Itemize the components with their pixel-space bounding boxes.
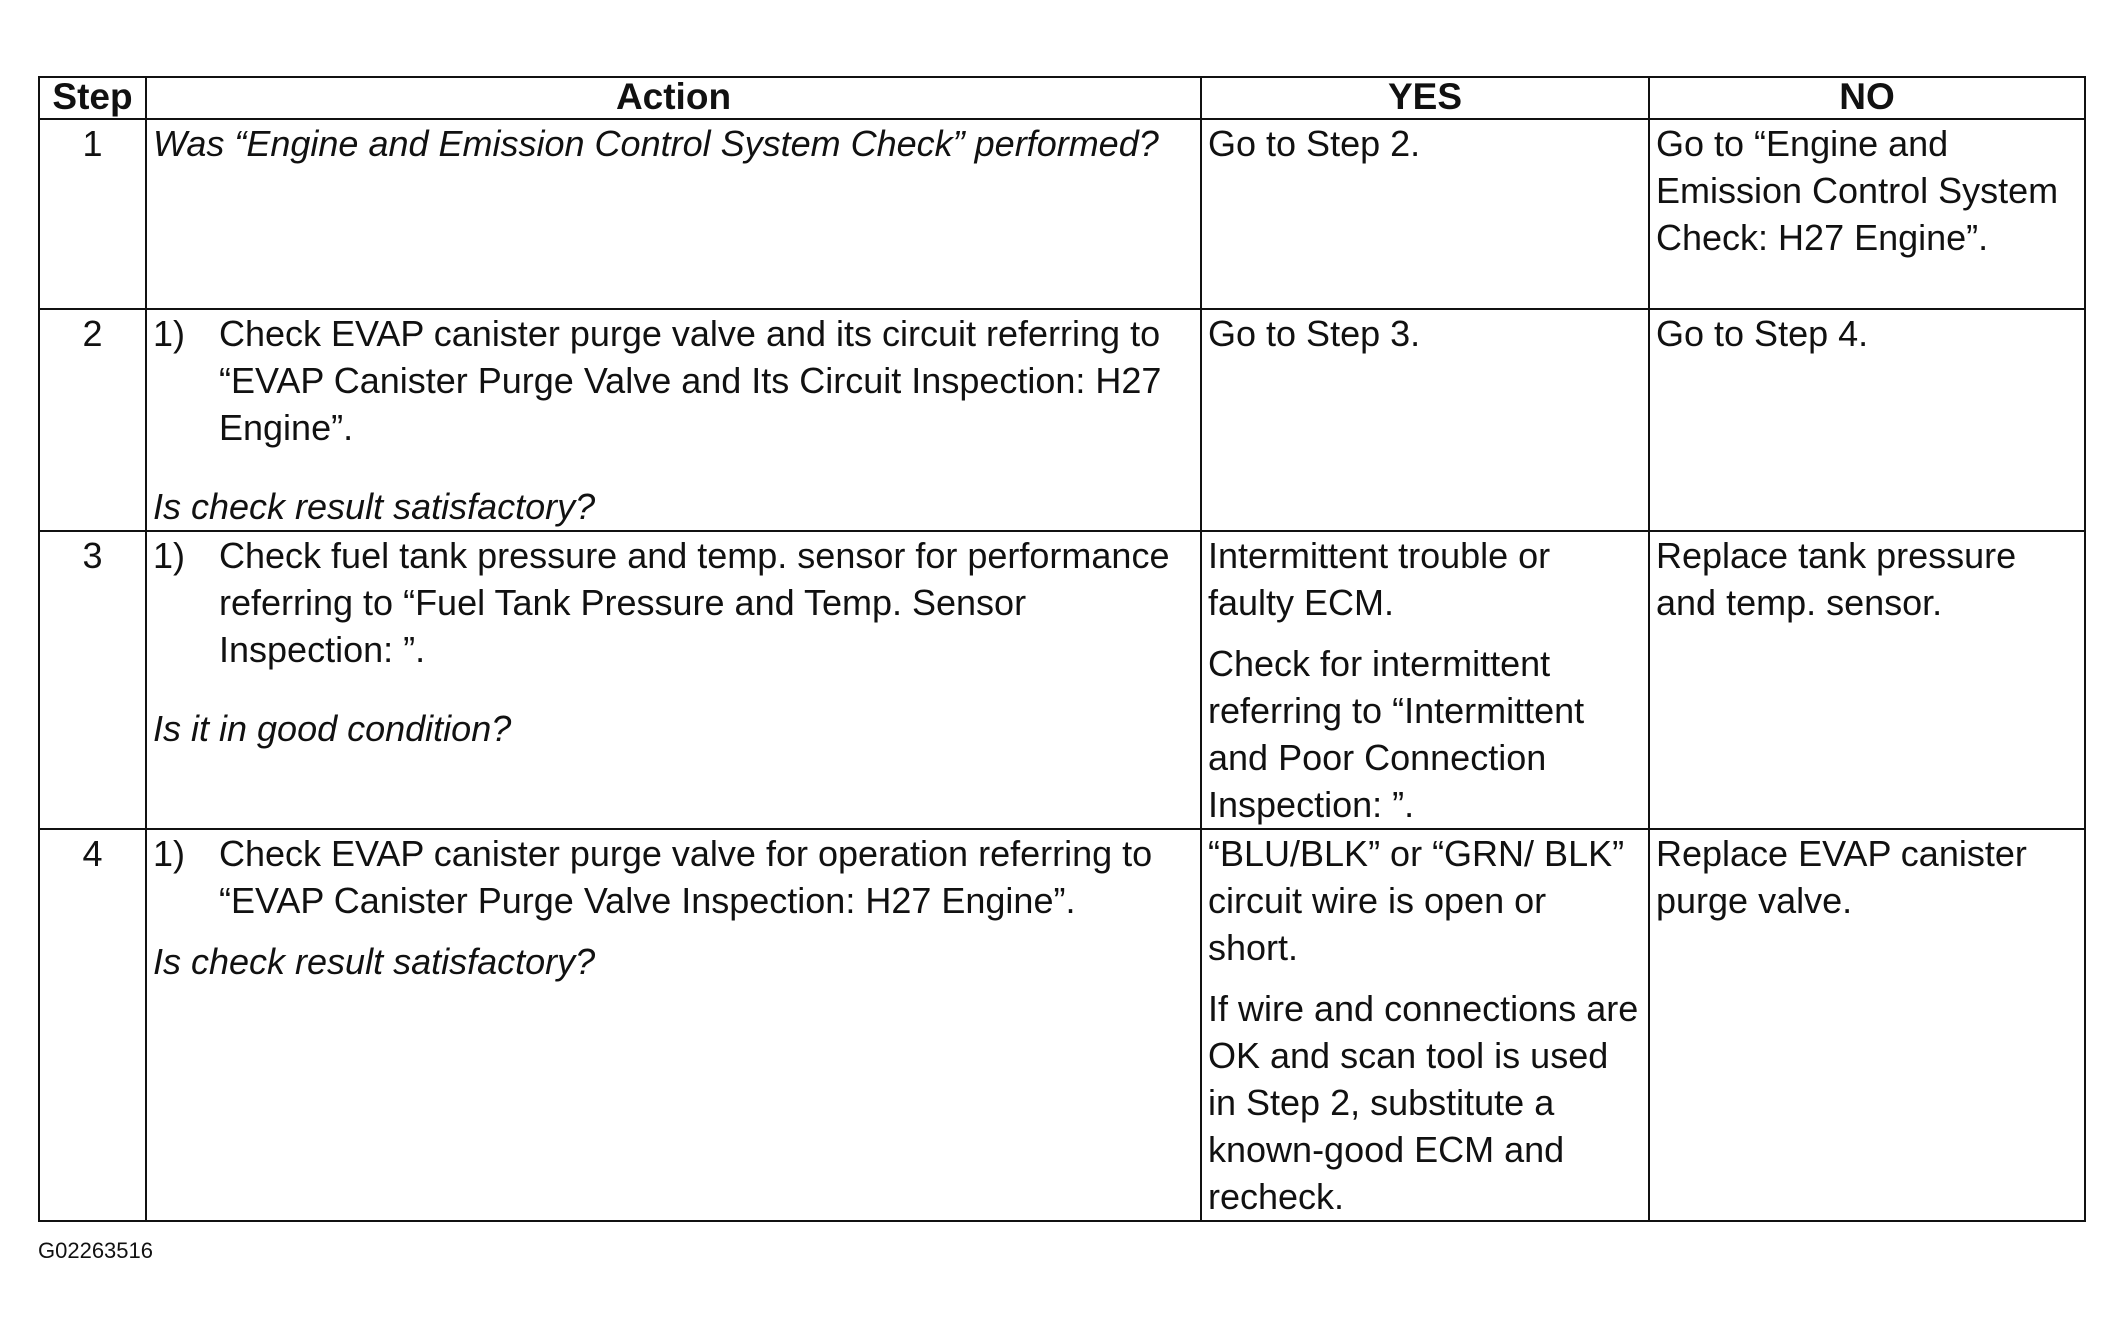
no-text: Replace tank pressure and temp. sensor. [1656,535,2017,623]
no-cell [1649,119,2085,309]
header-row [39,77,2085,119]
action-cell [146,531,1201,829]
diagnostic-table [38,76,2086,1222]
yes-text: Go to Step 2. [1208,123,1421,164]
action-item-number: 1) [153,313,186,354]
action-question: Was “Engine and Emission Control System Check” performed? [153,123,1159,164]
action-item-text: Check EVAP canister purge valve and its circuit referring to “EVAP Canister Purge Valve and Its Circuit Inspection: H27 Engine”. [219,313,1162,448]
no-cell [1649,309,2085,531]
header-action: Action [146,77,1201,119]
table-row [39,119,2085,309]
header-step: Step [39,77,146,119]
figure-code: G02263516 [38,1238,153,1263]
action-item-number: 1) [153,535,186,576]
yes-cell [1201,309,1649,531]
action-question: Is it in good condition? [153,708,512,749]
step-number: 3 [39,531,146,829]
yes-text: “BLU/BLK” or “GRN/ BLK” circuit wire is open or short. [1208,833,1625,968]
step-number: 2 [39,309,146,531]
yes-text: Go to Step 3. [1208,313,1421,354]
action-item-number: 1) [153,833,186,874]
table-row [39,309,2085,531]
header-yes: YES [1201,77,1649,119]
yes-note: If wire and connections are OK and scan tool is used in Step 2, substitute a known-good ECM and recheck. [1208,988,1639,1217]
action-item-text: Check fuel tank pressure and temp. sensor for performance referring to “Fuel Tank Pressure and Temp. Sensor Inspection: ”. [219,535,1170,670]
yes-cell [1201,829,1649,1221]
action-cell [146,119,1201,309]
action-cell [146,309,1201,531]
table-row [39,531,2085,829]
no-text: Replace EVAP canister purge valve. [1656,833,2027,921]
yes-cell [1201,119,1649,309]
no-cell [1649,829,2085,1221]
no-text: Go to Step 4. [1656,313,1869,354]
action-item [153,310,1194,451]
action-cell [146,829,1201,1221]
step-number: 4 [39,829,146,1221]
step-number: 1 [39,119,146,309]
yes-cell [1201,531,1649,829]
no-text: Go to “Engine and Emission Control System Check: H27 Engine”. [1656,123,2059,258]
yes-note: Check for intermittent referring to “Intermittent and Poor Connection Inspection: ”. [1208,643,1585,825]
action-item-text: Check EVAP canister purge valve for operation referring to “EVAP Canister Purge Valve Inspection: H27 Engine”. [219,833,1153,921]
action-item [153,532,1194,673]
no-cell [1649,531,2085,829]
table-row [39,829,2085,1221]
yes-text: Intermittent trouble or faulty ECM. [1208,535,1551,623]
action-question: Is check result satisfactory? [153,486,596,527]
header-no: NO [1649,77,2085,119]
action-item [153,830,1194,924]
action-question: Is check result satisfactory? [153,941,596,982]
